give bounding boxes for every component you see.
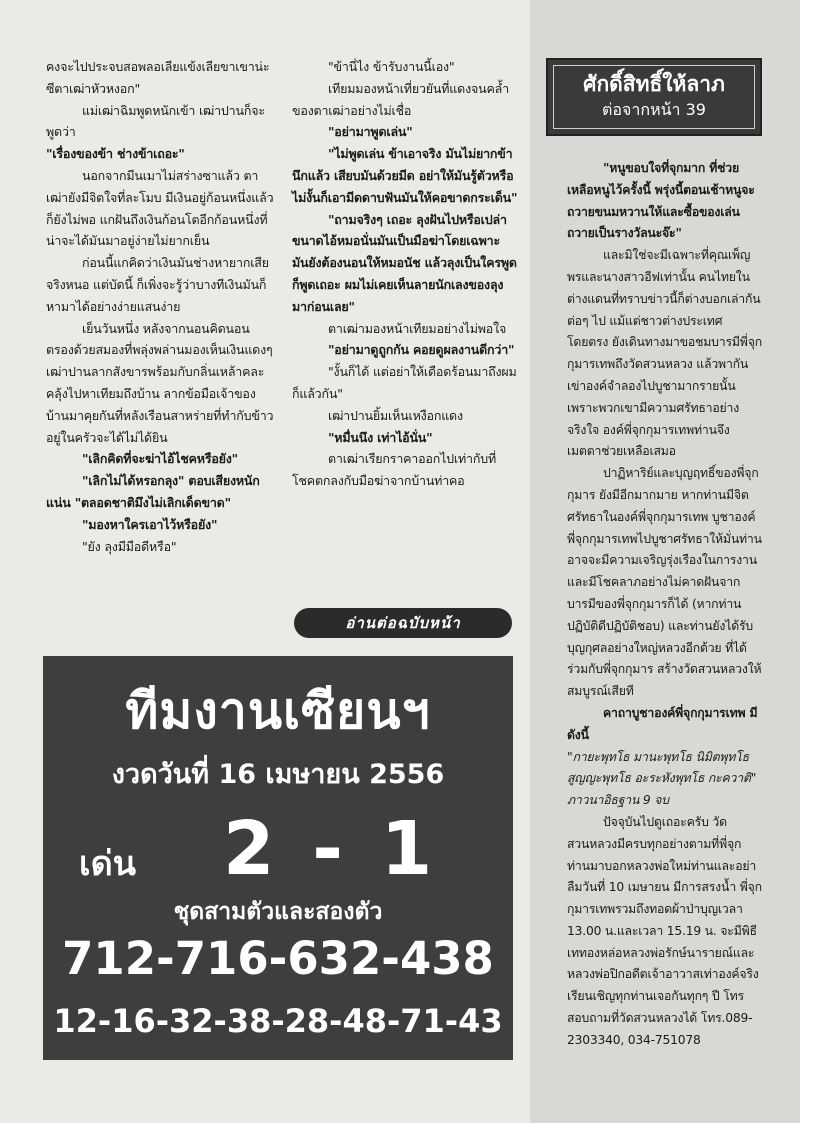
column-header-subtitle: ต่อจากหน้า 39 — [602, 100, 706, 119]
paragraph: "กายะพุทโธ มานะพุทโธ นิมิตพุทโธ สูญญะพุทโธ อะระหังพุทโธ กะควาติ" — [567, 749, 757, 786]
continue-next-issue-banner: อ่านต่อฉบับหน้า — [294, 608, 512, 638]
paragraph: แม่เฒ่าฉิมพูดหนักเข้า เฒ่าปานก็จะพูดว่า — [46, 102, 265, 140]
paragraph: เทียมมองหน้าเที่ยวยันที่แดงจนคล้ำของตาเฒ่าอย่างไม่เชื่อ — [292, 80, 510, 118]
paragraph: นอกจากมีนเมาไม่สร่างซาแล้ว ตาเฒ่ายังมีจิตใจที่ละโมบ มีเงินอยู่ก้อนหนึ่งแล้วก็ยังไม่พอ แกฝันถึงเงินก้อนโตอีกก้อนหนึ่งที่น่าจะได้มันมาอยู่ง่ายไม่ยากเย็น — [46, 167, 274, 249]
paragraph: ตาเฒ่าเรียกราคาออกไปเท่ากับที่โชคตกลงกับมือฆ่าจากบ้านท่าคอ — [292, 451, 496, 489]
ad-two-digit-numbers: 12-16-32-38-28-48-71-43 — [53, 1002, 503, 1040]
paragraph: ภาวนาอิธฐาน 9 จบ — [567, 793, 669, 808]
paragraph: "เรื่องของข้า ช่างข้าเถอะ" — [46, 146, 185, 162]
paragraph: "มองหาใครเอาไว้หรือยัง" — [82, 516, 218, 532]
paragraph: "เลิกคิดที่จะฆ่าไอ้ไชคหรือยัง" — [82, 451, 238, 467]
paragraph: "ยัง ลุงมีมือดีหรือ" — [82, 538, 177, 554]
paragraph: ตาเฒ่ามองหน้าเทียมอย่างไม่พอใจ — [328, 320, 507, 336]
paragraph: "ถามจริงๆ เถอะ ลุงฝันไปหรือเปล่าขนาดไอ้หมอนั่นมันเป็นมือฆ่าโดยเฉพาะ มันยังต้องนอนให้หมอนัช แล้วลุงเป็นใครพูดก็พูดเถอะ ผมไม่เคยเห็นลายนักเลงของลุงมาก่อนเลย" — [292, 211, 517, 314]
column-header-box — [546, 58, 762, 136]
ad-title: ทีมงานเซียนฯ — [125, 682, 431, 740]
story-column-middle — [292, 56, 518, 492]
paragraph: "เลิกไม่ได้หรอกลุง" ตอบเสียงหนักแน่น "ตลอดชาติมึงไม่เลิกเด็ดขาด" — [46, 473, 260, 510]
ad-draw-date: งวดวันที่ 16 เมษายน 2556 — [111, 759, 445, 790]
ad-lead-numbers: 2 - 1 — [223, 806, 439, 892]
paragraph: "หนูขอบใจที่จุกมาก ที่ช่วยเหลือหนูไว้ครั้งนี้ พรุ่งนี้ตอนเช้าหนูจะถวายขนมหวานให้และซื้อของเล่นถวายเป็นรางวัลนะจ๊ะ" — [567, 161, 755, 241]
paragraph: "ข้านี่ไง ข้ารับงานนี้เอง" — [328, 59, 455, 74]
article-column-right — [567, 158, 763, 1052]
ad-subtitle: ชุดสามตัวและสองตัว — [173, 899, 383, 925]
paragraph: คงจะไปประจบสอพลอเลียแข้งเลียขาเขาน่ะซีตาเฒ่าหัวหงอก" — [46, 59, 270, 96]
paragraph: เย็นวันหนึ่ง หลังจากนอนคิดนอนตรองด้วยสมองที่พลุ่งพล่านมองเห็นเงินแดงๆเฒ่าปานลากสังขารพร้อมกับกลิ่นเหล้าคละคลุ้งไปหาเทียมถึงบ้าน ลากข้อมือเจ้าของบ้านมาคุยกันที่หลังเรือนสาหร่ายที่ทำกับข้าวอยู่ในครัวจะได้ไม่ได้ยิน — [46, 320, 274, 445]
paragraph: ก่อนนี้แกคิดว่าเงินมันช่างหายากเสียจริงหนอ แต่บัดนี้ ก็เพิ่งจะรู้ว่าบางทีเงินมันก็หามาได้อย่างง่ายแสนง่าย — [46, 255, 269, 314]
paragraph: เฒ่าปานยิ้มเห็นเหงือกแดง — [328, 407, 463, 423]
paragraph: "อย่ามาดูถูกกัน คอยดูผลงานดีกว่า" — [328, 342, 515, 358]
story-column-left — [46, 56, 274, 557]
paragraph: "งั้นก็ได้ แต่อย่าให้เดือดร้อนมาถึงผมก็แล้วกัน" — [292, 364, 517, 401]
ad-lead-label: เด่น — [79, 844, 136, 884]
ad-three-digit-numbers: 712-716-632-438 — [62, 932, 494, 985]
paragraph: "ไม่พูดเล่น ข้าเอาจริง มันไม่ยากข้านึกแล้ว เสียบมันด้วยมีด อย่าให้มันรู้ตัวหรือไม่งั้นก็เอามีดดาบฟันมันให้คอขาดกระเด็น" — [292, 146, 518, 205]
paragraph: คาถาบูชาองค์พี่จุกกุมารเทพ มีดังนี้ — [567, 705, 758, 742]
paragraph: ปาฏิหาริย์และบุญฤทธิ์ของพี่จุกกุมาร ยังมีอีกมากมาย หากท่านมีจิตศรัทธาในองค์พี่จุกกุมารเทพ บูชาองค์พี่จุกกุมารเทพไปบูชาศรัทธาให้มั่นท่านอาจจะมีความเจริญรุ่งเรืองในการงาน และมีโชคลาภอย่างไม่คาดฝันจากบารมีของพี่จุกกุมารก็ได้ (หากท่านปฏิบัติดีปฏิบัติชอบ) และท่านยังได้รับบุญกุศลอย่างใหญ่หลวงอีกด้วย ที่ได้ร่วมกับพี่จุกกุมาร สร้างวัดสวนหลวงให้สมบูรณ์เสียที — [567, 466, 762, 699]
column-header-title: ศักดิ์สิทธิ์ให้ลาภ — [583, 72, 725, 96]
paragraph: ปัจจุบันไปดูเถอะครับ วัดสวนหลวงมีครบทุกอย่างตามที่พี่จุกท่านมาบอกหลวงพ่อใหม่ท่านและอย่าลืมวันที่ 10 เมษายน มีการสรงน้ำ พี่จุกกุมารเทพรวมถึงทอดผ้าป่าบุญเวลา 13.00 น.และเวลา 15.19 น. จะมีพิธีเททองหล่อหลวงพ่อรักษ์นารายณ์และหลวงพ่อปิกอดีตเจ้าอาวาสเท่าองค์จริง เรียนเชิญทุกท่านเจอกันทุกๆ ปี โทรสอบถามที่วัดสวนหลวงได้ โทร.089-2303340, 034-751078 — [567, 814, 762, 1047]
paragraph: และมิใช่จะมีเฉพาะที่คุณเพ็ญพรและนางสาวอีฟเท่านั้น คนไทยในต่างแดนที่ทราบข่าวนี้ก็ต่างบอกเล่ากันต่อๆ ไป แม้แต่ชาวต่างประเทศโดยตรง ยังเดินทางมาขอชมบารมีพี่จุกกุมารเทพถึงวัดสวนหลวง แล้วพากันเข่าองค์จำลองไปบูชามากรายนั้นเพราะพวกเขามีความศรัทธาอย่างจริงใจ องค์พี่จุกกุมารเทพท่านจึงเมตตาช่วยเหลือเสมอ — [567, 248, 762, 459]
paragraph: "อย่ามาพูดเล่น" — [328, 124, 413, 140]
paragraph: "หมื่นนึง เท่าไอ้นั่น" — [328, 429, 433, 445]
lottery-ad-box — [43, 656, 513, 1060]
